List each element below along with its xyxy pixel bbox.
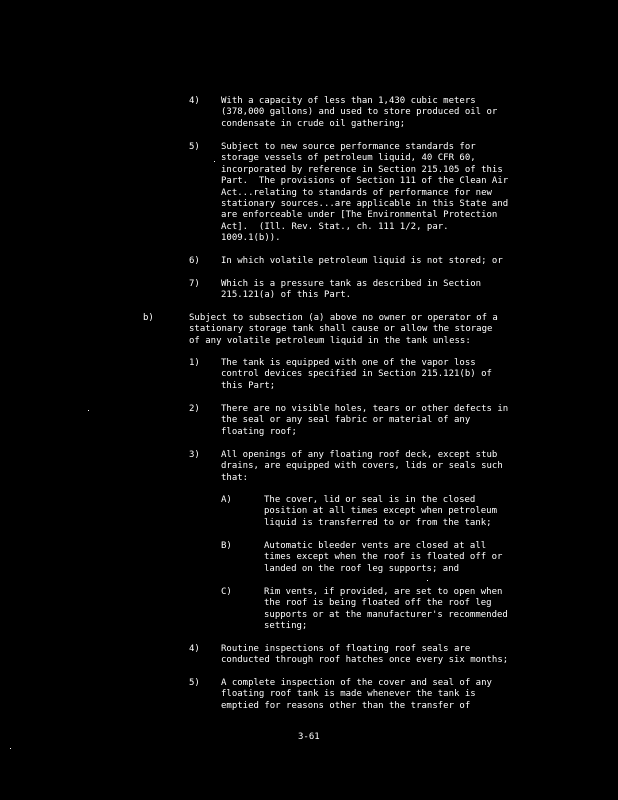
sub-item-text: Rim vents, if provided, are set to open when the roof is being floated off the roof leg supports or at the manufacturer's recommended setting;: [264, 587, 508, 632]
scan-speck: [214, 161, 215, 162]
sub-item-letter: A): [221, 495, 232, 505]
item-text: Which is a pressure tank as described in Section 215.121(a) of this Part.: [221, 279, 482, 301]
sub-item-text: Automatic bleeder vents are closed at all times except when the roof is floated off or landed on the roof leg supports; and: [264, 541, 503, 574]
sub-item-letter: C): [221, 587, 232, 597]
section-label: b): [143, 313, 154, 323]
item-number: 2): [189, 404, 200, 414]
item-number: 6): [189, 256, 200, 266]
item-text: With a capacity of less than 1,430 cubic meters (378,000 gallons) and used to store produced oil or condensate in crude oil gathering;: [221, 96, 498, 129]
item-text: There are no visible holes, tears or other defects in the seal or any seal fabric or material of any floating roof;: [221, 404, 509, 437]
item-number: 1): [189, 358, 200, 368]
item-number: 5): [189, 142, 200, 152]
item-text: Subject to new source performance standards for storage vessels of petroleum liquid, 40 CFR 60, incorporated by reference in Section 215.105 of this Part. The provisions of Section 111 of the Clean Air Act...relating to standards of performance for new stationary sources...are applicable in this State and are enforceable under [The Environmental Protection Act]. (Ill. Rev. Stat., ch. 111 1/2, par. 1009.1(b)).: [221, 142, 509, 244]
item-text: A complete inspection of the cover and seal of any floating roof tank is made whenever the tank is emptied for reasons other than the transfer of: [221, 678, 492, 711]
scan-speck: [10, 748, 11, 749]
section-text: Subject to subsection (a) above no owner or operator of a stationary storage tank shall cause or allow the storage of any volatile petroleum liquid in the tank unless:: [189, 313, 498, 346]
scan-speck: [427, 580, 428, 581]
sub-item-letter: B): [221, 541, 232, 551]
item-number: 4): [189, 644, 200, 654]
item-number: 5): [189, 678, 200, 688]
item-number: 4): [189, 96, 200, 106]
item-number: 7): [189, 279, 200, 289]
scan-speck: [88, 410, 89, 411]
page-number: 3-61: [298, 732, 320, 742]
item-number: 3): [189, 450, 200, 460]
item-text: All openings of any floating roof deck, except stub drains, are equipped with covers, lids or seals such that:: [221, 450, 503, 483]
item-text: Routine inspections of floating roof seals are conducted through roof hatches once every six months;: [221, 644, 509, 666]
item-text: The tank is equipped with one of the vapor loss control devices specified in Section 215.121(b) of this Part;: [221, 358, 492, 391]
item-text: In which volatile petroleum liquid is not stored; or: [221, 256, 503, 266]
sub-item-text: The cover, lid or seal is in the closed position at all times except when petroleum liquid is transferred to or from the tank;: [264, 495, 497, 528]
